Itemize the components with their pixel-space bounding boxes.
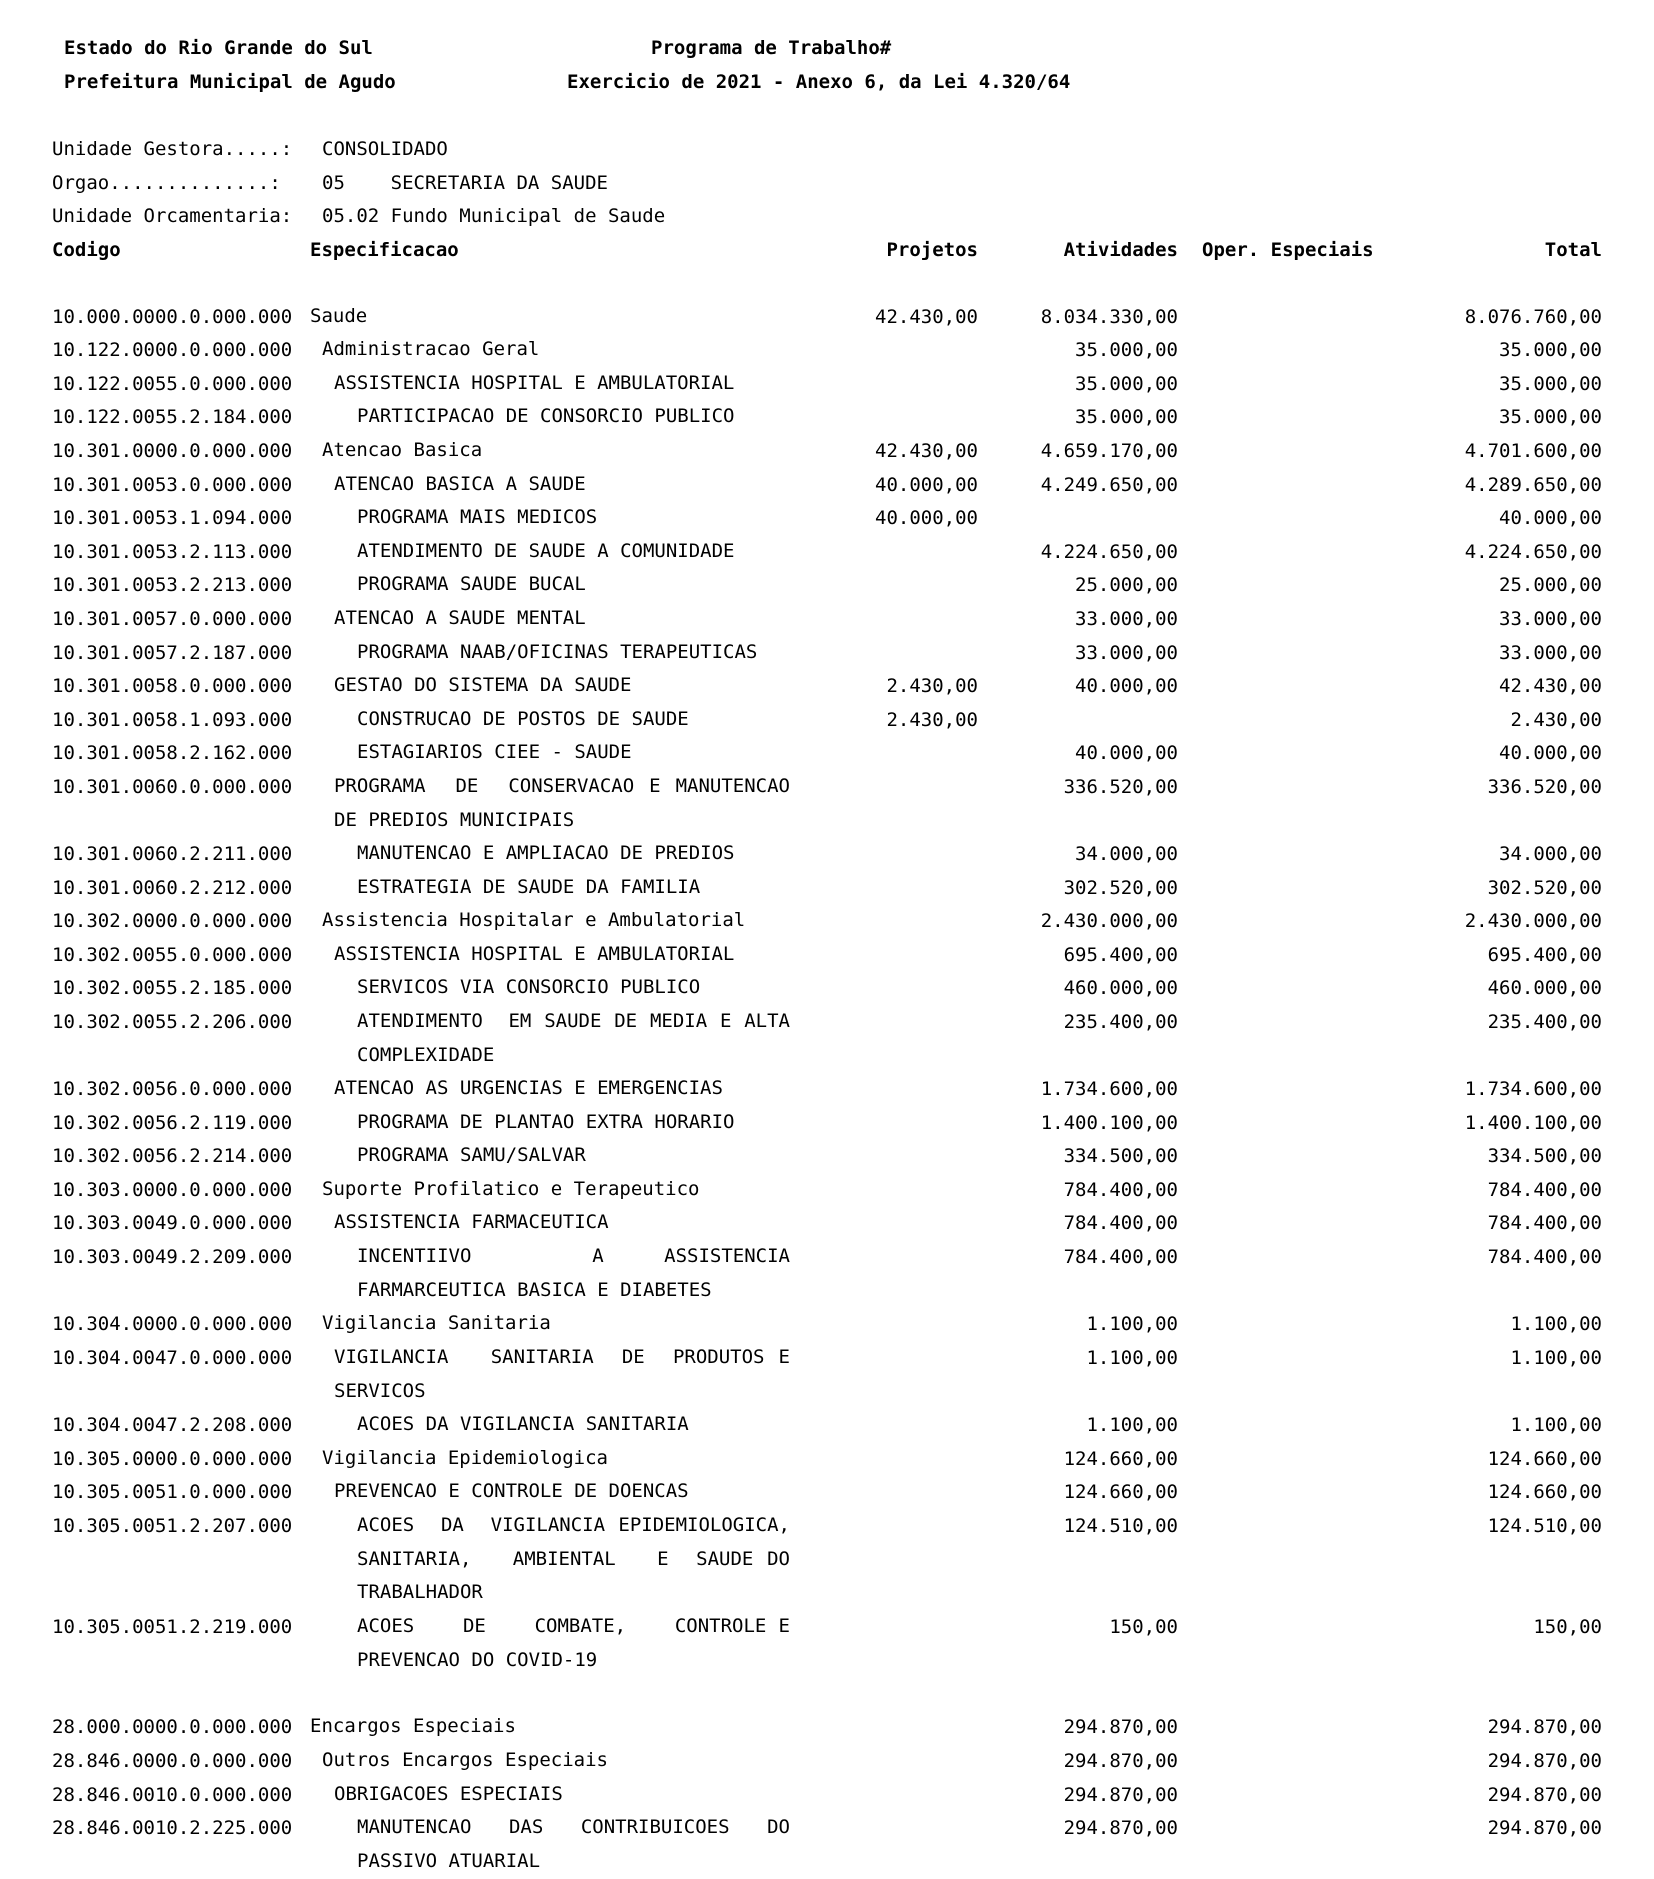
row-especificacao: ESTAGIARIOS CIEE - SAUDE <box>357 741 632 763</box>
row-atividades: 150,00 <box>1109 1616 1178 1638</box>
row-total: 25.000,00 <box>1499 574 1602 596</box>
row-projetos: 2.430,00 <box>886 675 978 697</box>
row-total: 235.400,00 <box>1487 1011 1602 1033</box>
row-especificacao: Administracao Geral <box>322 338 540 360</box>
col-header-especificacao: Especificacao <box>310 239 459 261</box>
row-code: 10.304.0047.2.208.000 <box>52 1414 293 1436</box>
row-especificacao: PROGRAMA MAIS MEDICOS <box>357 506 598 528</box>
row-especificacao: ASSISTENCIA HOSPITAL E AMBULATORIAL <box>334 372 735 394</box>
row-especificacao: Outros Encargos Especiais <box>322 1749 608 1771</box>
row-atividades: 784.400,00 <box>1063 1212 1178 1234</box>
row-code: 10.302.0055.2.185.000 <box>52 977 293 999</box>
row-especificacao: ATENCAO A SAUDE MENTAL <box>334 607 586 629</box>
row-atividades: 784.400,00 <box>1063 1246 1178 1268</box>
row-total: 294.870,00 <box>1487 1750 1602 1772</box>
row-total: 334.500,00 <box>1487 1145 1602 1167</box>
row-especificacao: ATENDIMENTO DE SAUDE A COMUNIDADE <box>357 540 735 562</box>
row-especificacao: GESTAO DO SISTEMA DA SAUDE <box>334 674 632 696</box>
row-atividades: 1.100,00 <box>1086 1313 1178 1335</box>
row-especificacao: MANUTENCAO DAS CONTRIBUICOES DO PASSIVO ATUARIAL <box>357 1816 802 1872</box>
unidade-orcamentaria-value: 05.02 Fundo Municipal de Saude <box>322 205 666 227</box>
row-total: 8.076.760,00 <box>1464 306 1602 328</box>
row-total: 33.000,00 <box>1499 642 1602 664</box>
row-code: 10.303.0049.0.000.000 <box>52 1212 293 1234</box>
row-total: 40.000,00 <box>1499 507 1602 529</box>
row-total: 336.520,00 <box>1487 776 1602 798</box>
row-atividades: 460.000,00 <box>1063 977 1178 999</box>
row-especificacao: Vigilancia Sanitaria <box>322 1312 551 1334</box>
row-atividades: 25.000,00 <box>1075 574 1178 596</box>
row-total: 1.734.600,00 <box>1464 1078 1602 1100</box>
orgao-value: 05 SECRETARIA DA SAUDE <box>322 172 608 194</box>
row-code: 10.305.0051.2.207.000 <box>52 1515 293 1537</box>
row-especificacao: Suporte Profilatico e Terapeutico <box>322 1178 700 1200</box>
row-especificacao: PROGRAMA NAAB/OFICINAS TERAPEUTICAS <box>357 641 758 663</box>
row-atividades: 35.000,00 <box>1075 339 1178 361</box>
row-total: 784.400,00 <box>1487 1212 1602 1234</box>
row-atividades: 4.224.650,00 <box>1040 541 1178 563</box>
row-code: 10.301.0000.0.000.000 <box>52 440 293 462</box>
row-especificacao: ASSISTENCIA FARMACEUTICA <box>334 1211 609 1233</box>
col-header-projetos: Projetos <box>886 239 978 261</box>
row-code: 10.303.0049.2.209.000 <box>52 1246 293 1268</box>
row-atividades: 35.000,00 <box>1075 373 1178 395</box>
row-atividades: 695.400,00 <box>1063 944 1178 966</box>
row-total: 1.100,00 <box>1510 1414 1602 1436</box>
row-atividades: 334.500,00 <box>1063 1145 1178 1167</box>
row-total: 4.224.650,00 <box>1464 541 1602 563</box>
header-program: Programa de Trabalho# <box>651 37 892 59</box>
row-atividades: 33.000,00 <box>1075 642 1178 664</box>
unidade-gestora-value: CONSOLIDADO <box>322 138 448 160</box>
unidade-orcamentaria-label: Unidade Orcamentaria: <box>52 205 293 227</box>
row-atividades: 33.000,00 <box>1075 608 1178 630</box>
row-total: 35.000,00 <box>1499 373 1602 395</box>
row-code: 10.301.0053.2.113.000 <box>52 541 293 563</box>
row-atividades: 124.660,00 <box>1063 1448 1178 1470</box>
row-code: 10.301.0060.2.211.000 <box>52 843 293 865</box>
row-especificacao: PROGRAMA DE PLANTAO EXTRA HORARIO <box>357 1111 735 1133</box>
row-code: 28.000.0000.0.000.000 <box>52 1716 293 1738</box>
row-especificacao: PARTICIPACAO DE CONSORCIO PUBLICO <box>357 405 735 427</box>
row-total: 4.701.600,00 <box>1464 440 1602 462</box>
row-total: 42.430,00 <box>1499 675 1602 697</box>
row-atividades: 1.100,00 <box>1086 1347 1178 1369</box>
row-atividades: 124.510,00 <box>1063 1515 1178 1537</box>
row-code: 28.846.0010.0.000.000 <box>52 1784 293 1806</box>
row-especificacao: SERVICOS VIA CONSORCIO PUBLICO <box>357 976 701 998</box>
row-code: 28.846.0010.2.225.000 <box>52 1817 293 1839</box>
row-especificacao: ATENDIMENTO EM SAUDE DE MEDIA E ALTA COMPLEXIDADE <box>357 1010 802 1066</box>
row-code: 10.305.0000.0.000.000 <box>52 1448 293 1470</box>
row-total: 784.400,00 <box>1487 1179 1602 1201</box>
unidade-gestora-label: Unidade Gestora.....: <box>52 138 293 160</box>
row-atividades: 34.000,00 <box>1075 843 1178 865</box>
header-municipality: Prefeitura Municipal de Agudo <box>64 71 396 93</box>
row-especificacao: INCENTIIVO A ASSISTENCIA FARMARCEUTICA BASICA E DIABETES <box>357 1245 802 1301</box>
row-atividades: 35.000,00 <box>1075 406 1178 428</box>
row-code: 28.846.0000.0.000.000 <box>52 1750 293 1772</box>
row-total: 460.000,00 <box>1487 977 1602 999</box>
row-projetos: 42.430,00 <box>875 306 978 328</box>
row-especificacao: ACOES DE COMBATE, CONTROLE E PREVENCAO DO COVID-19 <box>357 1615 802 1671</box>
row-code: 10.301.0060.0.000.000 <box>52 776 293 798</box>
row-especificacao: CONSTRUCAO DE POSTOS DE SAUDE <box>357 708 689 730</box>
row-especificacao: Atencao Basica <box>322 439 483 461</box>
row-especificacao: ATENCAO AS URGENCIAS E EMERGENCIAS <box>334 1077 723 1099</box>
row-especificacao: Saude <box>310 305 368 327</box>
row-code: 10.122.0055.2.184.000 <box>52 406 293 428</box>
row-total: 1.100,00 <box>1510 1347 1602 1369</box>
row-total: 294.870,00 <box>1487 1784 1602 1806</box>
row-atividades: 302.520,00 <box>1063 877 1178 899</box>
col-header-atividades: Atividades <box>1063 239 1178 261</box>
row-especificacao: PREVENCAO E CONTROLE DE DOENCAS <box>334 1480 689 1502</box>
row-especificacao: PROGRAMA SAUDE BUCAL <box>357 573 586 595</box>
row-code: 10.302.0000.0.000.000 <box>52 910 293 932</box>
row-atividades: 40.000,00 <box>1075 675 1178 697</box>
row-projetos: 42.430,00 <box>875 440 978 462</box>
row-total: 40.000,00 <box>1499 742 1602 764</box>
col-header-codigo: Codigo <box>52 239 121 261</box>
row-code: 10.302.0055.0.000.000 <box>52 944 293 966</box>
row-total: 302.520,00 <box>1487 877 1602 899</box>
row-projetos: 40.000,00 <box>875 474 978 496</box>
row-atividades: 336.520,00 <box>1063 776 1178 798</box>
col-header-oper-especiais: Oper. Especiais <box>1202 239 1374 261</box>
row-especificacao: ATENCAO BASICA A SAUDE <box>334 473 586 495</box>
row-code: 10.122.0000.0.000.000 <box>52 339 293 361</box>
row-total: 124.660,00 <box>1487 1481 1602 1503</box>
row-code: 10.301.0060.2.212.000 <box>52 877 293 899</box>
row-atividades: 1.100,00 <box>1086 1414 1178 1436</box>
row-especificacao: VIGILANCIA SANITARIA DE PRODUTOS E SERVICOS <box>334 1346 802 1402</box>
row-code: 10.301.0058.2.162.000 <box>52 742 293 764</box>
row-total: 124.510,00 <box>1487 1515 1602 1537</box>
row-total: 2.430,00 <box>1510 709 1602 731</box>
row-atividades: 1.734.600,00 <box>1040 1078 1178 1100</box>
row-total: 124.660,00 <box>1487 1448 1602 1470</box>
row-atividades: 4.249.650,00 <box>1040 474 1178 496</box>
row-total: 695.400,00 <box>1487 944 1602 966</box>
row-especificacao: ACOES DA VIGILANCIA SANITARIA <box>357 1413 689 1435</box>
row-projetos: 40.000,00 <box>875 507 978 529</box>
row-especificacao: OBRIGACOES ESPECIAIS <box>334 1783 563 1805</box>
row-total: 34.000,00 <box>1499 843 1602 865</box>
row-especificacao: PROGRAMA DE CONSERVACAO E MANUTENCAO DE PREDIOS MUNICIPAIS <box>334 775 802 831</box>
row-total: 294.870,00 <box>1487 1716 1602 1738</box>
row-code: 10.302.0056.2.119.000 <box>52 1112 293 1134</box>
row-code: 10.305.0051.2.219.000 <box>52 1616 293 1638</box>
row-especificacao: ACOES DA VIGILANCIA EPIDEMIOLOGICA, SANITARIA, AMBIENTAL E SAUDE DO TRABALHADOR <box>357 1514 802 1603</box>
row-atividades: 294.870,00 <box>1063 1716 1178 1738</box>
header-state: Estado do Rio Grande do Sul <box>64 37 373 59</box>
row-total: 2.430.000,00 <box>1464 910 1602 932</box>
row-code: 10.301.0057.2.187.000 <box>52 642 293 664</box>
row-code: 10.000.0000.0.000.000 <box>52 306 293 328</box>
row-code: 10.301.0053.1.094.000 <box>52 507 293 529</box>
row-total: 35.000,00 <box>1499 339 1602 361</box>
row-atividades: 294.870,00 <box>1063 1817 1178 1839</box>
orgao-label: Orgao..............: <box>52 172 281 194</box>
row-atividades: 784.400,00 <box>1063 1179 1178 1201</box>
row-code: 10.304.0047.0.000.000 <box>52 1347 293 1369</box>
row-total: 4.289.650,00 <box>1464 474 1602 496</box>
row-total: 35.000,00 <box>1499 406 1602 428</box>
row-atividades: 124.660,00 <box>1063 1481 1178 1503</box>
row-atividades: 8.034.330,00 <box>1040 306 1178 328</box>
col-header-total: Total <box>1544 239 1602 261</box>
row-atividades: 294.870,00 <box>1063 1784 1178 1806</box>
row-especificacao: ASSISTENCIA HOSPITAL E AMBULATORIAL <box>334 943 735 965</box>
header-exercise: Exercicio de 2021 - Anexo 6, da Lei 4.320/64 <box>567 71 1071 93</box>
row-total: 784.400,00 <box>1487 1246 1602 1268</box>
row-especificacao: Vigilancia Epidemiologica <box>322 1447 608 1469</box>
row-atividades: 1.400.100,00 <box>1040 1112 1178 1134</box>
row-atividades: 294.870,00 <box>1063 1750 1178 1772</box>
row-especificacao: ESTRATEGIA DE SAUDE DA FAMILIA <box>357 876 701 898</box>
row-total: 150,00 <box>1533 1616 1602 1638</box>
row-code: 10.301.0053.2.213.000 <box>52 574 293 596</box>
row-atividades: 4.659.170,00 <box>1040 440 1178 462</box>
row-code: 10.122.0055.0.000.000 <box>52 373 293 395</box>
row-code: 10.301.0058.1.093.000 <box>52 709 293 731</box>
row-projetos: 2.430,00 <box>886 709 978 731</box>
row-code: 10.302.0056.2.214.000 <box>52 1145 293 1167</box>
row-code: 10.304.0000.0.000.000 <box>52 1313 293 1335</box>
row-especificacao: MANUTENCAO E AMPLIACAO DE PREDIOS <box>357 842 735 864</box>
row-code: 10.301.0058.0.000.000 <box>52 675 293 697</box>
row-code: 10.301.0053.0.000.000 <box>52 474 293 496</box>
row-especificacao: Assistencia Hospitalar e Ambulatorial <box>322 909 746 931</box>
row-total: 1.400.100,00 <box>1464 1112 1602 1134</box>
row-code: 10.301.0057.0.000.000 <box>52 608 293 630</box>
row-especificacao: Encargos Especiais <box>310 1715 516 1737</box>
row-code: 10.302.0055.2.206.000 <box>52 1011 293 1033</box>
row-atividades: 2.430.000,00 <box>1040 910 1178 932</box>
row-code: 10.305.0051.0.000.000 <box>52 1481 293 1503</box>
row-especificacao: PROGRAMA SAMU/SALVAR <box>357 1144 586 1166</box>
row-total: 1.100,00 <box>1510 1313 1602 1335</box>
row-total: 294.870,00 <box>1487 1817 1602 1839</box>
row-atividades: 235.400,00 <box>1063 1011 1178 1033</box>
row-code: 10.303.0000.0.000.000 <box>52 1179 293 1201</box>
row-code: 10.302.0056.0.000.000 <box>52 1078 293 1100</box>
row-total: 33.000,00 <box>1499 608 1602 630</box>
row-atividades: 40.000,00 <box>1075 742 1178 764</box>
